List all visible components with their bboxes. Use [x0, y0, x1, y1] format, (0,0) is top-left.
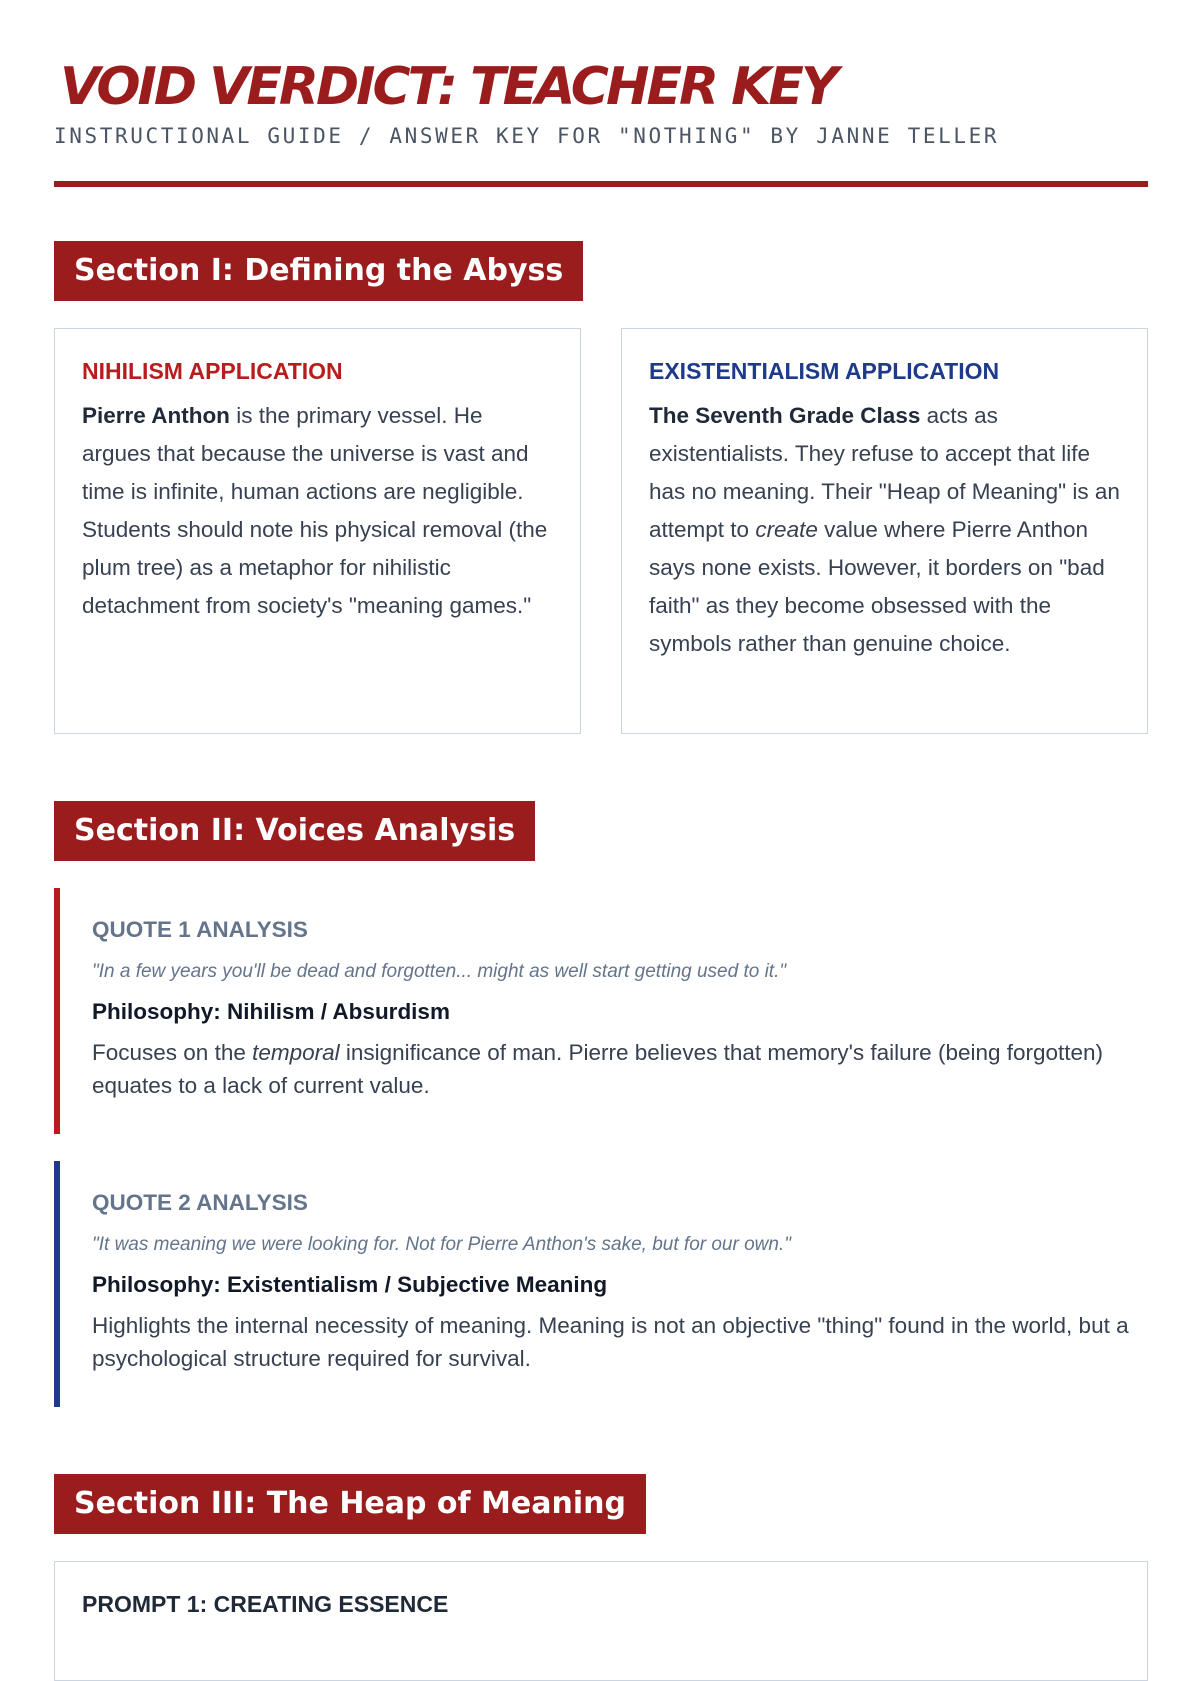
existentialism-text-before: acts as existentialists. They refuse to accept that life has no meaning. Their "Heap of Meaning" is an attempt to [649, 403, 1120, 542]
nihilism-card [54, 328, 581, 734]
quote-1-label: QUOTE 1 ANALYSIS [92, 917, 308, 942]
existentialism-emphasis: create [755, 517, 818, 542]
quote-1-text: "In a few years you'll be dead and forgotten... might as well start getting used to it." [92, 961, 787, 982]
prompt-1-card [54, 1561, 1148, 1681]
quote-2-philosophy: Philosophy: Existentialism / Subjective Meaning [92, 1272, 608, 1297]
nihilism-heading: NIHILISM APPLICATION [82, 358, 343, 384]
title-divider [54, 181, 1148, 187]
existentialism-text-after: value where Pierre Anthon says none exists. However, it borders on "bad faith" as they become obsessed with the symbols rather than genuine choice. [649, 517, 1105, 656]
existentialism-body [649, 397, 1120, 663]
section-2-header: Section II: Voices Analysis [54, 801, 535, 861]
section-1-header: Section I: Defining the Abyss [54, 241, 583, 301]
quote-2-label: QUOTE 2 ANALYSIS [92, 1190, 308, 1215]
existentialism-subject: The Seventh Grade Class [649, 403, 921, 428]
quote-1-explanation-before: Focuses on the [92, 1040, 253, 1065]
quote-1-block [54, 888, 1148, 1134]
document-subtitle: INSTRUCTIONAL GUIDE / ANSWER KEY FOR "NOTHING" BY JANNE TELLER [54, 124, 1000, 148]
existentialism-card [621, 328, 1148, 734]
quote-1-emphasis: temporal [252, 1040, 340, 1065]
document-title: VOID VERDICT: TEACHER KEY [60, 57, 836, 117]
quote-2-text: "It was meaning we were looking for. Not for Pierre Anthon's sake, but for our own." [92, 1234, 791, 1255]
quote-1-explanation [92, 1036, 1148, 1102]
nihilism-text: is the primary vessel. He argues that because the universe is vast and time is infinite, human actions are negligible. Students should note his physical removal (the plum tree) as a metaphor for nihilistic detachment from society's "meaning games." [82, 403, 548, 618]
quote-1-philosophy: Philosophy: Nihilism / Absurdism [92, 999, 450, 1024]
nihilism-body [82, 397, 553, 625]
quote-2-explanation: Highlights the internal necessity of meaning. Meaning is not an objective "thing" found in the world, but a psychological structure required for survival. [92, 1313, 1129, 1371]
quote-2-block [54, 1161, 1148, 1407]
nihilism-subject: Pierre Anthon [82, 403, 230, 428]
quote-1-explanation-after: insignificance of man. Pierre believes that memory's failure (being forgotten) equates to a lack of current value. [92, 1040, 1104, 1098]
section-3-header: Section III: The Heap of Meaning [54, 1474, 646, 1534]
prompt-1-heading: PROMPT 1: CREATING ESSENCE [82, 1591, 449, 1617]
existentialism-heading: EXISTENTIALISM APPLICATION [649, 358, 1000, 384]
